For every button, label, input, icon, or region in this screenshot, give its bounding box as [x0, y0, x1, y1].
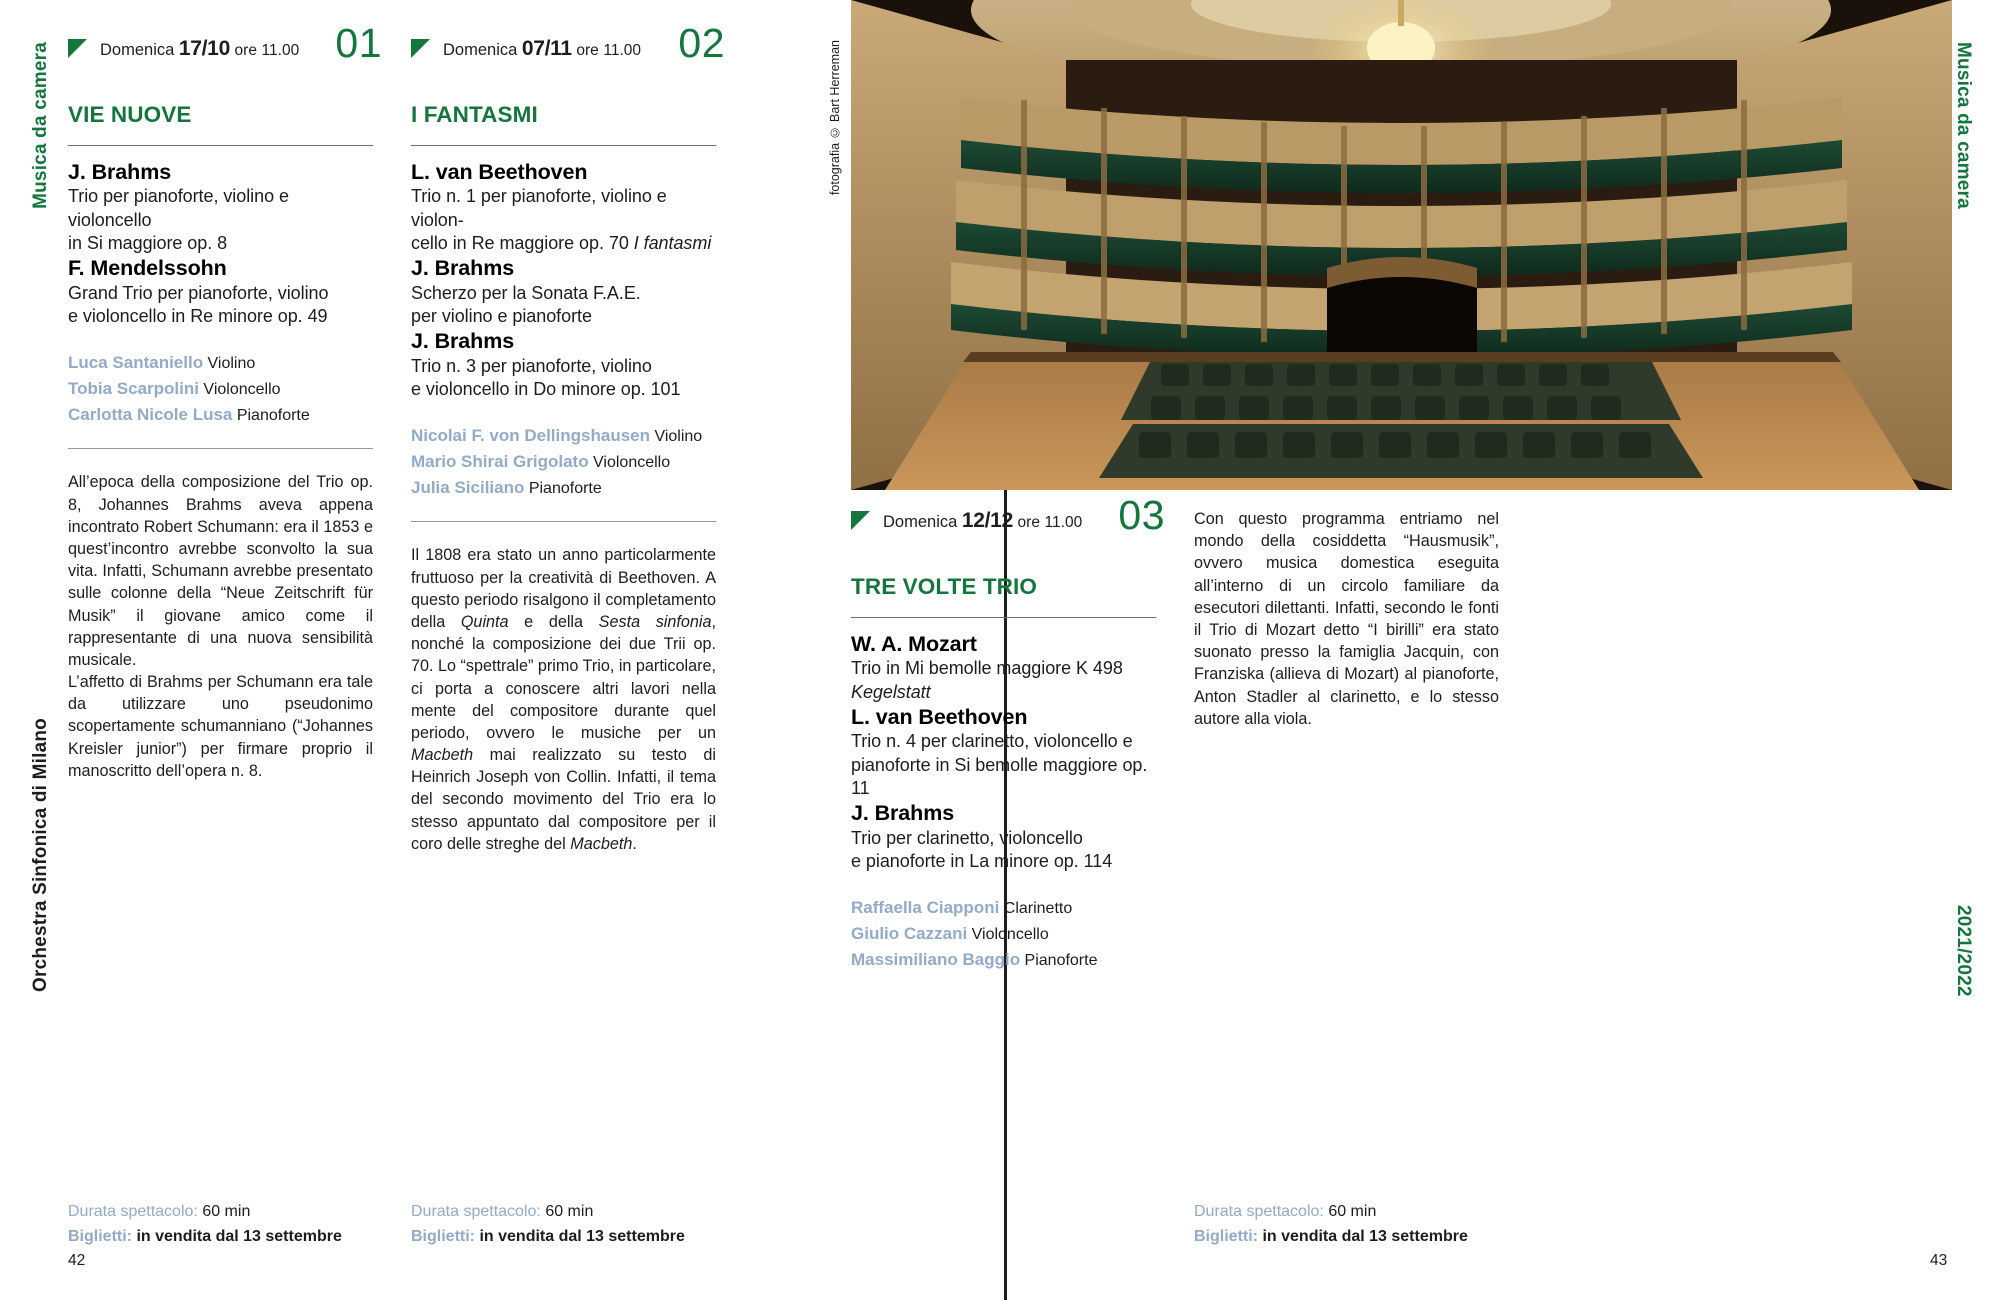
work-title: Trio n. 1 per pianoforte, violino e violon- cello in Re maggiore op. 70 I fantasmi — [411, 186, 712, 253]
performer-role: Pianoforte — [524, 480, 602, 498]
divider-rule — [411, 521, 716, 522]
event-footer-01 — [68, 1200, 342, 1250]
performer-role: Violoncello — [588, 454, 671, 472]
durata-value: 60 min — [202, 1203, 251, 1220]
durata-value: 60 min — [1328, 1203, 1377, 1220]
program-list-02 — [411, 159, 716, 401]
event-title-03: TRE VOLTE TRIO — [851, 574, 1037, 599]
performer-row — [68, 402, 373, 428]
performer-row — [411, 449, 716, 475]
work-nickname: I fantasmi — [633, 233, 712, 253]
composer-name: W. A. Mozart — [851, 632, 977, 656]
event-date-number: 17/10 — [178, 37, 230, 60]
event-description-01 — [68, 471, 373, 782]
event-column-02 — [411, 20, 725, 855]
divider-rule — [68, 145, 373, 146]
durata-line — [1194, 1200, 1468, 1225]
event-footer-03 — [1194, 1200, 1468, 1250]
description-paragraph: Il 1808 era stato un anno particolarmente fruttuoso per la creatività di Beethoven. A questo periodo risalgono il completamento della Quinta e della Sesta sinfonia, nonché la composizione dei due Trii op. 70. Lo “spettrale” primo Trio, in particolare, ci porta a conoscere altri lavori nella mente del compositore durante quel periodo, ovvero le musiche per un Macbeth mai realizzato su testo di Heinrich Joseph von Collin. Infatti, il tema del secondo movimento del Trio era lo stesso appuntato dal compositore per il coro delle streghe del Macbeth. — [411, 546, 716, 853]
description-paragraph: L’affetto di Brahms per Schumann era tale da utilizzare uno pseudonimo scopertamente schumanniano (“Johannes Kreisler junior”) per firmare proprio il manoscritto dell’opera n. 8. — [68, 673, 373, 780]
divider-rule — [411, 145, 716, 146]
durata-label: Durata spettacolo: — [411, 1203, 541, 1220]
event-time: 11.00 — [1044, 514, 1083, 531]
theatre-illustration — [851, 0, 1952, 490]
event-time: 11.00 — [261, 42, 300, 59]
performer-name: Raffaella Ciapponi — [851, 898, 1000, 918]
event-date-01 — [100, 36, 299, 62]
side-tab-orchestra-sinfonica: Orchestra Sinfonica di Milano — [30, 718, 51, 992]
event-header-01 — [68, 20, 382, 82]
durata-line — [411, 1200, 685, 1225]
performer-name: Julia Siciliano — [411, 478, 525, 498]
description-paragraph: Con questo programma entriamo nel mondo della cosiddetta “Hausmusik”, ovvero musica domestica eseguita all’interno di un circolo familiare da esecutori dilettanti. Infatti, secondo le fonti il Trio di Mozart detto “I birilli” era stato suonato presso la famiglia Jacquin, con Franziska (allieva di Mozart) al pianoforte, Anton Stadler al clarinetto, e lo stesso autore alla viola. — [1194, 510, 1499, 728]
italic-term: Quinta — [460, 612, 509, 631]
event-description-column-03 — [1194, 508, 1499, 730]
work-nickname: Kegelstatt — [851, 681, 931, 702]
work-title: Trio per clarinetto, violoncello e pianoforte in La minore op. 114 — [851, 827, 1113, 871]
italic-term: Macbeth — [411, 746, 474, 765]
side-tab-musica-da-camera-left: Musica da camera — [30, 42, 51, 209]
composer-name: L. van Beethoven — [851, 705, 1028, 729]
performer-role: Pianoforte — [1020, 952, 1098, 970]
durata-label: Durata spettacolo: — [68, 1203, 198, 1220]
event-title-01: VIE NUOVE — [68, 102, 192, 127]
side-tab-musica-da-camera-right: Musica da camera — [1953, 42, 1974, 209]
event-number-badge: 02 — [678, 20, 725, 66]
flag-triangle-icon — [411, 39, 430, 58]
biglietti-line — [411, 1225, 685, 1250]
performer-role: Pianoforte — [232, 407, 310, 425]
event-description-02 — [411, 544, 716, 855]
work-title: Trio n. 4 per clarinetto, violoncello e pianoforte in Si bemolle maggiore op. 11 — [851, 731, 1148, 798]
event-number-badge: 01 — [335, 20, 382, 66]
composer-name: J. Brahms — [411, 256, 515, 281]
photo-credit: fotografia © Bart Herreman — [828, 40, 842, 196]
performer-list-01 — [68, 350, 373, 428]
composer-name: J. Brahms — [411, 329, 515, 354]
performer-name: Mario Shirai Grigolato — [411, 452, 589, 472]
performer-list-03 — [851, 895, 1156, 973]
performer-row — [851, 947, 1156, 973]
work-title: Trio in Mi bemolle maggiore K 498 Kegelstatt — [851, 658, 1123, 702]
event-weekday: Domenica — [883, 513, 958, 531]
durata-line — [68, 1200, 342, 1225]
performer-row — [851, 921, 1156, 947]
divider-rule — [68, 448, 373, 449]
biglietti-value: in vendita dal 13 settembre — [1262, 1227, 1468, 1245]
performer-name: Carlotta Nicole Lusa — [68, 405, 233, 425]
event-title-02: I FANTASMI — [411, 102, 538, 127]
composer-name: L. van Beethoven — [411, 160, 588, 184]
composer-name: J. Brahms — [851, 801, 955, 826]
performer-role: Violoncello — [198, 381, 281, 399]
biglietti-value: in vendita dal 13 settembre — [479, 1227, 685, 1245]
performer-role: Violoncello — [967, 926, 1049, 944]
description-paragraph: All’epoca della composizione del Trio op. 8, Johannes Brahms aveva appena incontrato Robert Schumann: era il 1853 e quest’incontro avrebbe sconvolto la sua vita. Infatti, Schumann avrebbe presentato sulle colonne della “Neue Zeitschrift für Musik” il giovane amico come il rappresentante di una nuova sensibilità musicale. — [68, 473, 373, 669]
event-time-label: ore — [576, 42, 599, 59]
program-list-01 — [68, 159, 373, 328]
composer-name: F. Mendelssohn — [68, 256, 227, 281]
performer-list-02 — [411, 423, 716, 501]
event-header-02 — [411, 20, 725, 82]
event-date-number: 07/11 — [521, 37, 572, 60]
divider-rule — [851, 617, 1156, 618]
event-number-badge: 03 — [1118, 492, 1165, 538]
italic-term: Sesta sinfonia — [598, 612, 712, 631]
program-list-03 — [851, 631, 1156, 873]
work-title: Trio per pianoforte, violino e violoncello in Si maggiore op. 8 — [68, 186, 289, 253]
biglietti-label: Biglietti: — [1194, 1227, 1258, 1245]
event-date-03 — [883, 508, 1082, 534]
performer-row — [411, 475, 716, 501]
event-time: 11.00 — [603, 42, 642, 59]
performer-name: Nicolai F. von Dellingshausen — [411, 426, 650, 446]
event-weekday: Domenica — [100, 41, 175, 59]
performer-role: Clarinetto — [999, 900, 1073, 918]
event-description-03 — [1194, 508, 1499, 730]
side-tab-season-year: 2021/2022 — [1953, 905, 1974, 997]
durata-label: Durata spettacolo: — [1194, 1203, 1324, 1220]
flag-triangle-icon — [851, 511, 870, 530]
event-time-label: ore — [1017, 514, 1040, 531]
performer-name: Tobia Scarpolini — [68, 379, 199, 399]
performer-name: Luca Santaniello — [68, 353, 204, 373]
biglietti-value: in vendita dal 13 settembre — [136, 1227, 342, 1245]
performer-row — [851, 895, 1156, 921]
page-number-right: 43 — [1930, 1252, 1948, 1269]
event-column-03 — [851, 492, 1165, 973]
event-header-03 — [851, 492, 1165, 554]
event-date-number: 12/12 — [961, 509, 1013, 532]
biglietti-line — [68, 1225, 342, 1250]
event-footer-02 — [411, 1200, 685, 1250]
performer-role: Violino — [650, 428, 703, 446]
flag-triangle-icon — [68, 39, 87, 58]
event-time-label: ore — [234, 42, 257, 59]
work-title: Grand Trio per pianoforte, violino e violoncello in Re minore op. 49 — [68, 282, 329, 326]
page-number-left: 42 — [68, 1252, 86, 1269]
performer-row — [68, 350, 373, 376]
performer-name: Giulio Cazzani — [851, 924, 968, 944]
event-weekday: Domenica — [443, 41, 518, 59]
work-title: Scherzo per la Sonata F.A.E. per violino e pianoforte — [411, 282, 641, 326]
event-column-01 — [68, 20, 382, 782]
durata-value: 60 min — [545, 1203, 594, 1220]
performer-row — [68, 376, 373, 402]
theatre-interior-photo — [851, 0, 1952, 490]
biglietti-label: Biglietti: — [68, 1227, 132, 1245]
biglietti-label: Biglietti: — [411, 1227, 475, 1245]
performer-role: Violino — [203, 355, 256, 373]
performer-name: Massimiliano Baggio — [851, 950, 1021, 970]
event-date-02 — [443, 36, 641, 62]
work-title: Trio n. 3 per pianoforte, violino e violoncello in Do minore op. 101 — [411, 355, 681, 399]
performer-row — [411, 423, 716, 449]
biglietti-line — [1194, 1225, 1468, 1250]
italic-term: Macbeth — [570, 834, 633, 853]
composer-name: J. Brahms — [68, 160, 172, 184]
